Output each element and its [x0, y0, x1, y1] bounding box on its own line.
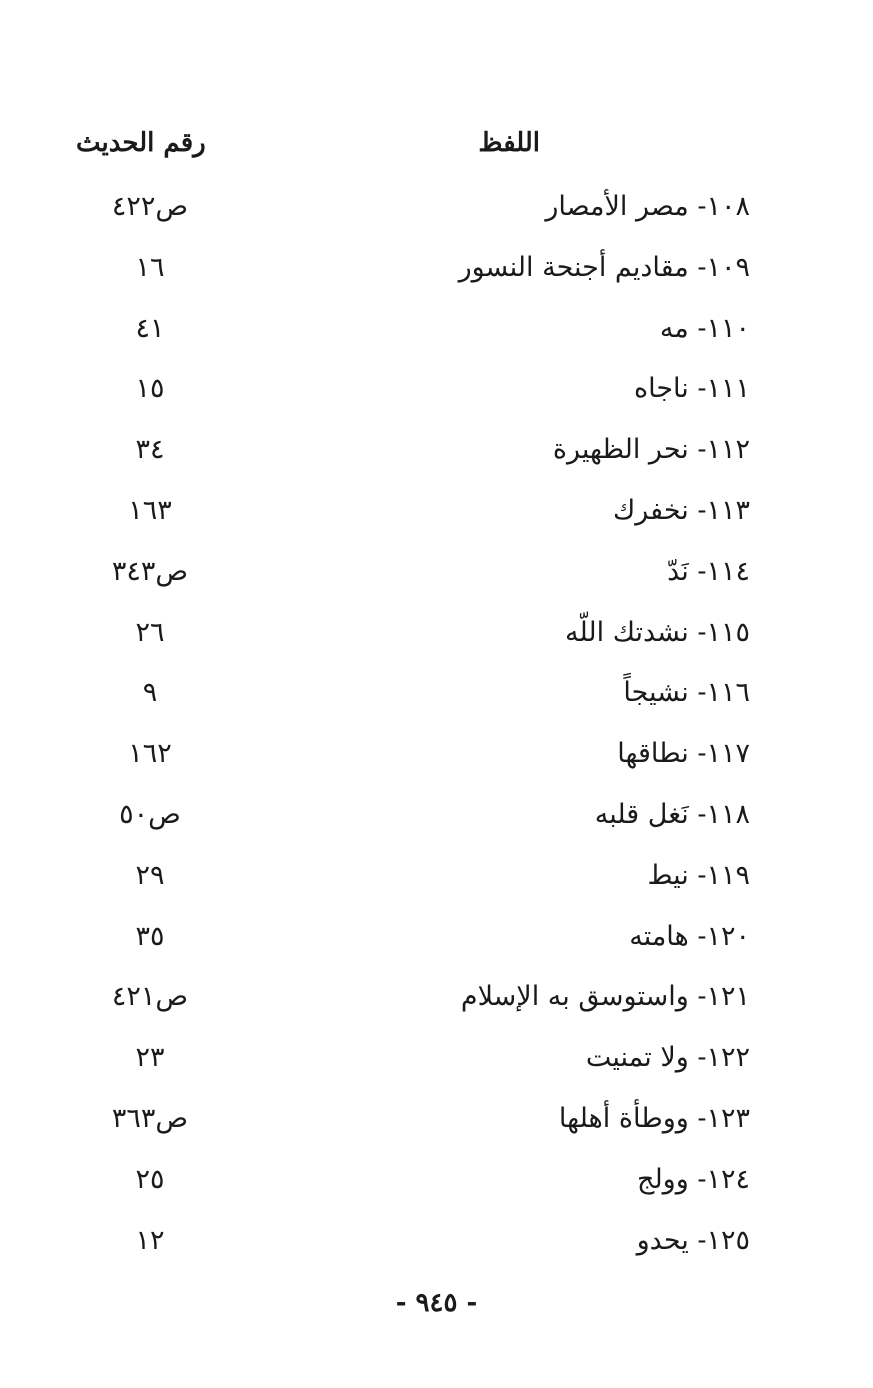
index-entry [0, 1036, 873, 1097]
index-entry [0, 854, 873, 915]
entry-word: ١١٩- نيط [647, 859, 750, 891]
index-entry [0, 1097, 873, 1158]
entry-word: ١١١- ناجاه [633, 373, 750, 405]
entry-hadith-number: ٢٩ [135, 859, 165, 891]
entry-hadith-number: ١٥ [135, 373, 165, 405]
entry-word: ١١٣- نخفرك [613, 494, 750, 526]
index-entry [0, 915, 873, 976]
index-list [0, 185, 873, 1279]
entry-hadith-number: ٢٦ [135, 616, 165, 648]
column-headers [0, 128, 873, 172]
entry-word: ١٢١- واستوسق به الإسلام [460, 981, 750, 1013]
entry-word: ١٠٨- مصر الأمصار [545, 191, 750, 222]
entry-word: ١٢٥- يحدو [636, 1224, 750, 1256]
entry-hadith-number: ٣٥ [135, 920, 165, 952]
index-entry [0, 1158, 873, 1219]
entry-word: ١٢٣- ووطأة أهلها [558, 1102, 750, 1134]
entry-word: ١١٠- مه [659, 312, 750, 344]
entry-word: ١٢٢- ولا تمنيت [585, 1042, 750, 1074]
entry-word: ١٠٩- مقاديم أجنحة النسور [458, 251, 750, 283]
index-entry [0, 732, 873, 793]
entry-hadith-number: ص٤٢٢ [111, 191, 189, 222]
entry-hadith-number: ٣٤ [135, 434, 165, 466]
entry-word: ١١٢- نحر الظهيرة [552, 434, 750, 466]
index-entry [0, 975, 873, 1036]
entry-word: ١١٥- نشدتك اللّه [565, 616, 750, 648]
entry-word: ١١٦- نشيجاً [623, 677, 750, 709]
entry-word: ١٢٤- وولج [637, 1163, 750, 1195]
index-entry [0, 428, 873, 489]
entry-hadith-number: ١٦٣ [128, 494, 172, 526]
hadith-number-column-header: رقم الحديث [76, 128, 206, 158]
entry-hadith-number: ١٦٢ [128, 738, 172, 770]
entry-hadith-number: ص٣٤٣ [111, 555, 189, 587]
entry-hadith-number: ٩ [142, 677, 158, 709]
index-entry [0, 611, 873, 672]
index-entry [0, 550, 873, 611]
page-number: - ٩٤٥ - [395, 1288, 478, 1318]
word-column-header: اللفظ [478, 128, 540, 158]
entry-hadith-number: ٤١ [135, 312, 165, 344]
entry-word: ١١٨- نَغل قلبه [594, 798, 750, 830]
entry-hadith-number: ٢٥ [135, 1163, 165, 1195]
entry-word: ١١٤- نَدّ [667, 555, 750, 587]
entry-hadith-number: ص٥٠ [119, 798, 181, 830]
entry-hadith-number: ص٣٦٣ [111, 1102, 189, 1134]
index-entry [0, 246, 873, 307]
entry-hadith-number: ١٢ [135, 1224, 165, 1256]
index-entry [0, 1219, 873, 1280]
index-entry [0, 367, 873, 428]
index-entry [0, 671, 873, 732]
entry-word: ١٢٠- هامته [629, 920, 750, 952]
entry-hadith-number: ١٦ [135, 251, 165, 283]
index-entry [0, 793, 873, 854]
index-entry [0, 489, 873, 550]
index-entry [0, 307, 873, 368]
entry-hadith-number: ص٤٢١ [111, 981, 189, 1013]
entry-word: ١١٧- نطاقها [617, 738, 750, 770]
entry-hadith-number: ٢٣ [135, 1042, 165, 1074]
index-entry [0, 185, 873, 246]
